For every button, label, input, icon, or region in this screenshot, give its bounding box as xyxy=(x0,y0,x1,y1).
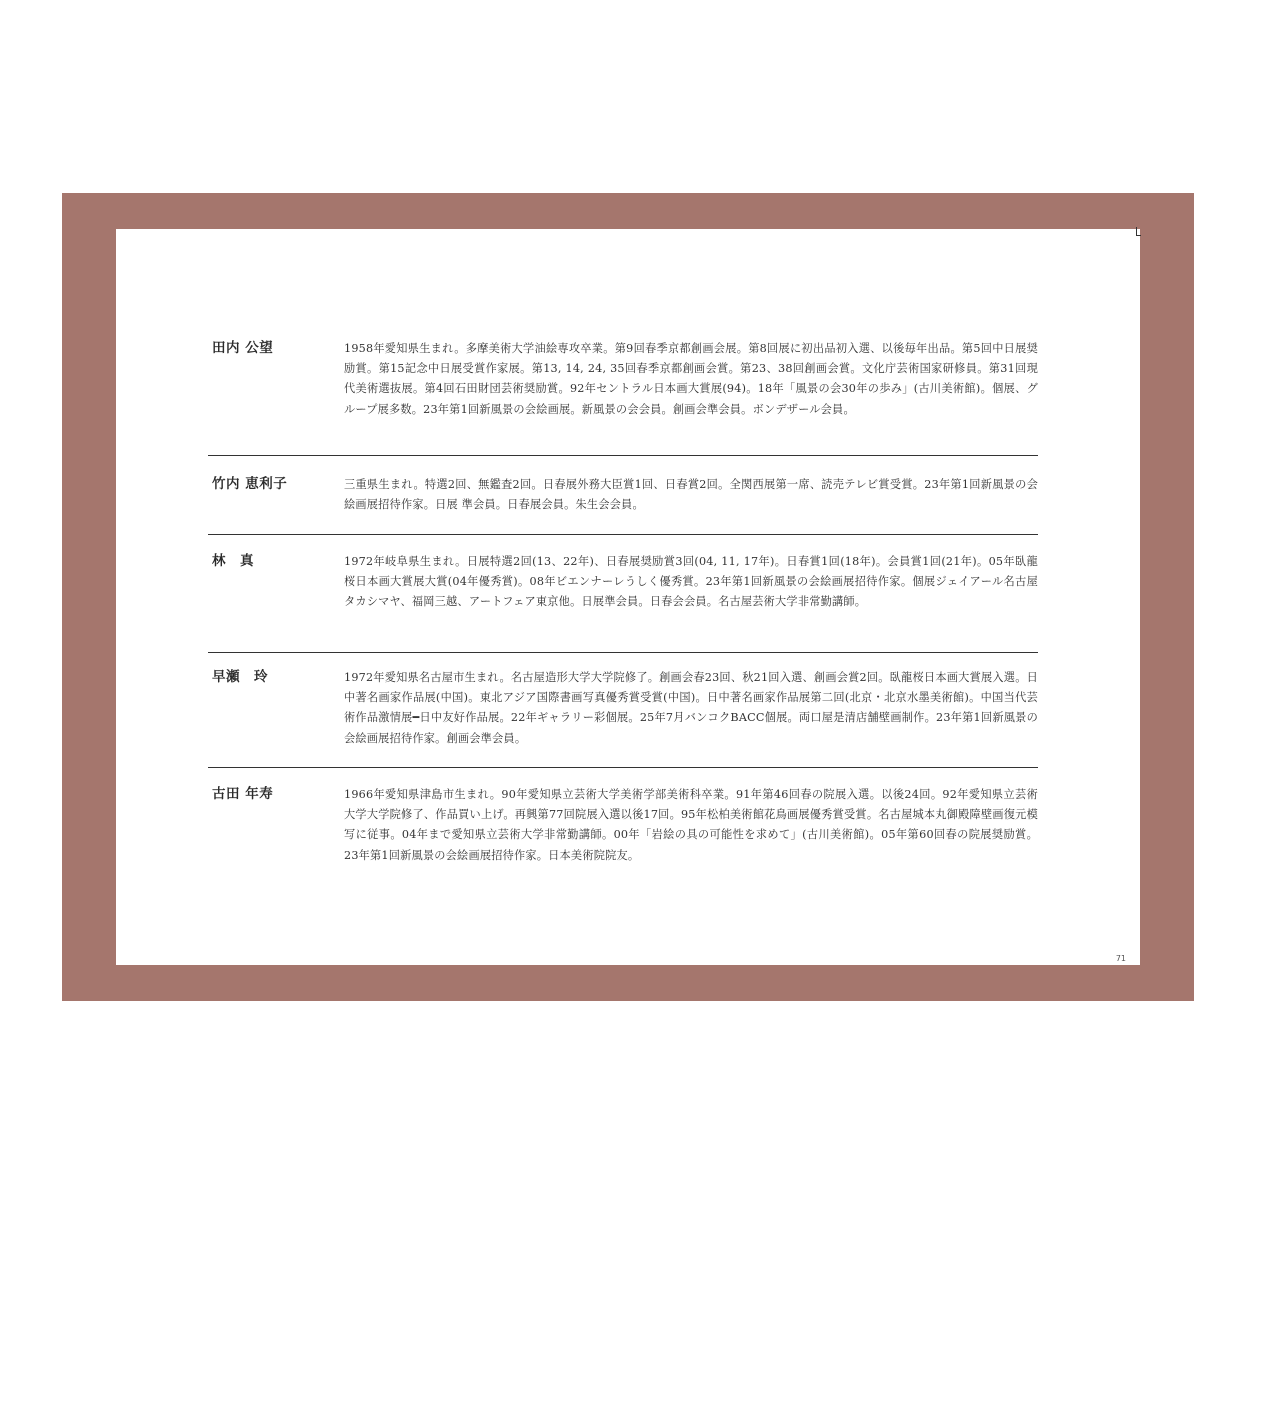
artist-biography-list xyxy=(208,339,1038,866)
artist-biography: 1972年岐阜県生まれ。日展特選2回(13、22年)、日春展奨励賞3回(04, 11, 17年)。日春賞1回(18年)。会員賞1回(21年)。05年臥龍桜日本画大賞展大賞(04年優秀賞)。08年ビエンナーレうしく優秀賞。23年第1回新風景の会絵画展招待作家。個展ジェイアール名古屋タカシマヤ、福岡三越、アートフェア東京他。日展準会員。日春会会員。名古屋芸術大学非常勤講師。 xyxy=(344,555,1038,609)
artist-entry xyxy=(208,767,1038,866)
artist-entry xyxy=(208,534,1038,652)
artist-biography: 三重県生まれ。特選2回、無鑑査2回。日春展外務大臣賞1回、日春賞2回。全関西展第一席、読売テレビ賞受賞。23年第1回新風景の会絵画展招待作家。日展 準会員。日春展会員。朱生会会員。 xyxy=(344,478,1038,512)
artist-name: 竹内 恵利子 xyxy=(212,476,288,492)
artist-entry xyxy=(208,339,1038,455)
artist-name: 林 真 xyxy=(212,553,254,569)
document-page xyxy=(116,229,1140,965)
artist-entry xyxy=(208,652,1038,767)
crop-mark xyxy=(1136,227,1141,236)
artist-name: 古田 年寿 xyxy=(212,786,274,802)
artist-biography: 1958年愛知県生まれ。多摩美術大学油絵専攻卒業。第9回春季京都創画会展。第8回展に初出品初入選、以後毎年出品。第5回中日展奨励賞。第15記念中日展受賞作家展。第13, 14, 24, 35回春季京都創画会賞。第23、38回創画会賞。文化庁芸術国家研修員。第31回現代美術選抜展。第4回石田財団芸術奨励賞。92年セントラル日本画大賞展(94)。18年「風景の会30年の歩み」(古川美術館)。個展、グループ展多数。23年第1回新風景の会絵画展。新風景の会会員。創画会準会員。ボンデザール会員。 xyxy=(344,342,1038,416)
artist-name: 田内 公望 xyxy=(212,340,274,356)
page-number: 71 xyxy=(1115,954,1126,963)
artist-biography: 1966年愛知県津島市生まれ。90年愛知県立芸術大学美術学部美術科卒業。91年第46回春の院展入選。以後24回。92年愛知県立芸術大学大学院修了、作品買い上げ。再興第77回院展入選以後17回。95年松柏美術館花鳥画展優秀賞受賞。名古屋城本丸御殿障壁画復元模写に従事。04年まで愛知県立芸術大学非常勤講師。00年「岩絵の具の可能性を求めて」(古川美術館)。05年第60回春の院展奨励賞。23年第1回新風景の会絵画展招待作家。日本美術院院友。 xyxy=(344,788,1038,862)
artist-biography: 1972年愛知県名古屋市生まれ。名古屋造形大学大学院修了。創画会春23回、秋21回入選、創画会賞2回。臥龍桜日本画大賞展入選。日中著名画家作品展(中国)。東北アジア国際書画写真優秀賞受賞(中国)。日中著名画家作品展第二回(北京・北京水墨美術館)。中国当代芸術作品激情展━日中友好作品展。22年ギャラリー彩個展。25年7月バンコクBACC個展。両口屋是清店舗壁画制作。23年第1回新風景の会絵画展招待作家。創画会準会員。 xyxy=(344,671,1038,745)
artist-name: 早瀬 玲 xyxy=(212,669,268,685)
artist-entry xyxy=(208,455,1038,534)
